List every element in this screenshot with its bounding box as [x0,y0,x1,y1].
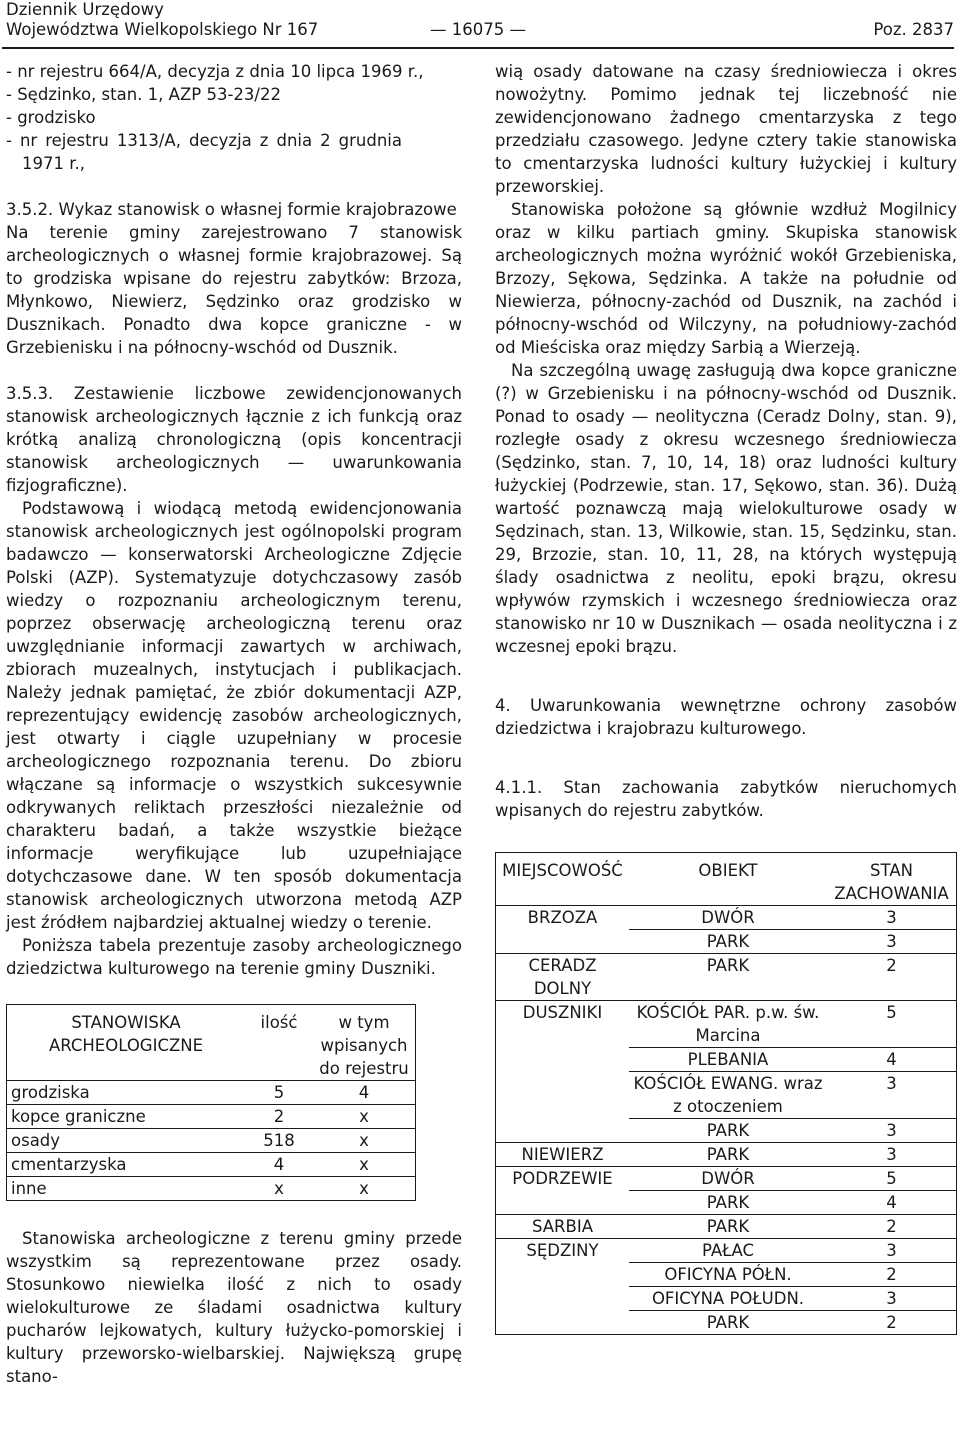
table-cell: 2 [245,1105,313,1129]
table-cell [496,1048,630,1072]
table-cell: DWÓR [629,1167,827,1191]
table-cell: 3 [827,1287,957,1311]
table-cell: x [313,1153,416,1177]
table-cell: x [313,1105,416,1129]
table-cell [496,1119,630,1143]
section-heading: 4.1.1. Stan zachowania zabytków nieruchomych wpisanych do rejestru zabytków. [495,778,957,820]
table-cell: 3 [827,906,957,930]
table-cell: inne [7,1177,246,1201]
table-cell: DWÓR [629,906,827,930]
table-row [496,1239,957,1263]
table-header-cell: OBIEKT [698,861,758,880]
table-cell: 2 [827,954,957,1001]
table-cell: kopce graniczne [7,1105,246,1129]
table-cell: 4 [313,1081,416,1105]
table-cell: PARK [629,954,827,1001]
table-cell: OFICYNA PÓŁN. [629,1263,827,1287]
table-cell: PARK [629,1143,827,1167]
table-row [496,930,957,954]
table-cell: 5 [245,1081,313,1105]
archaeological-sites-table [6,1004,416,1201]
page-header [6,0,954,44]
section-heading: 3.5.3. Zestawienie liczbowe zewidencjonowanych stanowisk archeologicznych łącznie z ich funkcją oraz krótką analizą chronologiczną (opis koncentracji stanowisk archeologicznych — uwarunkowania fizjograficzne). [6,384,462,495]
table-cell: 2 [827,1215,957,1239]
monuments-condition-table [495,852,957,1335]
table-header-cell: w tym wpisanych do rejestru [313,1005,416,1081]
table-header-row [7,1005,416,1081]
table-cell: 5 [827,1001,957,1048]
table-header-cell: MIEJSCOWOŚĆ [502,861,623,880]
table-cell [496,930,630,954]
table-cell: OFICYNA POŁUDN. [629,1287,827,1311]
table-cell: KOŚCIÓŁ EWANG. wraz z otoczeniem [629,1072,827,1119]
paragraph: Na szczególną uwagę zasługują dwa kopce graniczne (?) w Grzebienisku i na północny-wschód od Dusznik. Ponad to osady — neolityczna (Ceradz Dolny, stan. 9), rozległe osady z okresu wczesnego średniowiecza (Sędzinko, stan. 7, 10, 14, 18) oraz ludności kultury łużyckiej (Podrzewie, stan. 17, Sękowo, stan. 36). Dużą wartość poznawczą mają wielokulturowe osady w Sędzinach, stan. 13, Wilkowie, stan. 15, Sędzinku, stan. 29, Brzozie, stan. 10, 11, 28, na których występują ślady osadnictwa z neolitu, epoki brązu, okresu wpływów rzymskich i wczesnego średniowiecza oraz stanowisko nr 10 w Dusznikach — osada neolityczna i z wczesnej epoki brązu. [495,361,957,656]
table-row [7,1153,416,1177]
table-row [496,954,957,1001]
table-cell: 3 [827,1143,957,1167]
page-number: — 16075 — [430,20,526,39]
table-row [496,1143,957,1167]
list-item: - nr rejestru 664/A, decyzja z dnia 10 lipca 1969 r., [6,62,424,81]
journal-issue: Województwa Wielkopolskiego Nr 167 [6,20,319,39]
section-heading: 4. Uwarunkowania wewnętrzne ochrony zasobów dziedzictwa i krajobrazu kulturowego. [495,696,957,738]
list-item: - nr rejestru 1313/A, decyzja z dnia 2 grudnia 1971 r., [6,131,402,173]
table-row [7,1081,416,1105]
table-header-cell: STAN ZACHOWANIA [834,861,949,903]
table-row [496,1167,957,1191]
table-row [7,1129,416,1153]
table-row [496,1311,957,1335]
paragraph: Stanowiska położone są głównie wzdłuż Mogilnicy oraz w kilku partiach gminy. Skupiska stanowisk archeologicznych można wyróżnić wokół Grzebieniska, Brzozy, Sękowa, Sędzinka. A także na południe od Niewierza, północny-zachód od Dusznik, na zachód i północny-wschód od Wilczyny, na południowy-zachód od Mieściska oraz między Sarbią a Wierzeją. [495,200,957,357]
table-cell: BRZOZA [496,906,630,930]
table-cell [496,1191,630,1215]
table-row [496,1287,957,1311]
table-row [496,1263,957,1287]
table-cell: 518 [245,1129,313,1153]
table-row [496,1215,957,1239]
table-cell: DUSZNIKI [496,1001,630,1048]
table-row [496,906,957,930]
table-cell: 2 [827,1311,957,1335]
position-number: Poz. 2837 [873,20,954,39]
table-cell [496,1072,630,1119]
paragraph: wią osady datowane na czasy średniowiecza i okres nowożytny. Pomimo jednak tej liczebność nie zewidencjonowano żadnego cmentarzyska z tego przedziału czasowego. Jedyne cztery takie stanowiska to cmentarzyska ludności kultury łużyckiej i kultury przeworskiej. [495,62,957,196]
table-cell: 3 [827,1239,957,1263]
table-cell: PLEBANIA [629,1048,827,1072]
table-cell: PARK [629,1191,827,1215]
table-cell: PAŁAC [629,1239,827,1263]
journal-title: Dziennik Urzędowy [6,0,164,19]
table-cell: 3 [827,1072,957,1119]
table-cell: cmentarzyska [7,1153,246,1177]
table-header-cell: ilość [245,1005,313,1081]
table-row [7,1177,416,1201]
table-row [496,1191,957,1215]
table-cell: 5 [827,1167,957,1191]
table-cell: 2 [827,1263,957,1287]
list-item: - grodzisko [6,108,96,127]
table-cell [496,1287,630,1311]
table-cell: SARBIA [496,1215,630,1239]
table-cell [496,1263,630,1287]
table-cell: CERADZ DOLNY [496,954,630,1001]
table-cell: 3 [827,930,957,954]
paragraph: Poniższa tabela prezentuje zasoby archeologicznego dziedzictwa kulturowego na terenie gminy Duszniki. [6,936,462,978]
table-cell: PODRZEWIE [496,1167,630,1191]
table-cell [496,1311,630,1335]
table-header-row [496,853,957,906]
table-cell: x [313,1177,416,1201]
table-cell: PARK [629,1215,827,1239]
table-cell: x [313,1129,416,1153]
table-cell: KOŚCIÓŁ PAR. p.w. św. Marcina [629,1001,827,1048]
table-cell: 4 [827,1048,957,1072]
table-cell: SĘDZINY [496,1239,630,1263]
paragraph: Stanowiska archeologiczne z terenu gminy przede wszystkim są reprezentowane przez osady. Stosunkowo niewielka ilość z nich to osady wielokulturowe ze śladami osadnictwa kultury pucharów lejkowatych, kultury łużycko-pomorskiej i kultury przeworsko-wielbarskiej. Największą grupę stano- [6,1229,462,1386]
section-heading: 3.5.2. Wykaz stanowisk o własnej formie krajobrazowe [6,200,457,219]
table-cell: PARK [629,930,827,954]
table-cell: 4 [245,1153,313,1177]
table-cell: grodziska [7,1081,246,1105]
table-row [496,1001,957,1048]
table-cell: x [245,1177,313,1201]
table-row [496,1072,957,1119]
table-cell: PARK [629,1119,827,1143]
paragraph: Podstawową i wiodącą metodą ewidencjonowania stanowisk archeologicznych jest ogólnopolski program badawczo — konserwatorski Archeologiczne Zdjęcie Polski (AZP). Systematyzuje dotychczasowy zasób wiedzy o rozpoznaniu archeologicznym terenu, poprzez obserwację archeologiczną terenu oraz uwzględnianie informacji zawartych w archiwach, zbiorach muzealnych, instytucjach i publikacjach. Należy jednak pamiętać, że zbiór dokumentacji AZP, reprezentujący ewidencję zasobów archeologicznych, jest otwarty i ciągle uzupełniany w procesie archeologicznego rozpoznania terenu. Do zbioru włączane są informacje o wszystkich sukcesywnie odkrywanych reliktach przeszłości niezależnie od charakteru badań, a także wszystkie bieżące informacje weryfikujące lub uzupełniające dotychczasowe dane. W ten sposób dokumentacja stanowisk archeologicznych utworzona metodą AZP jest źródłem najbardziej aktualnej wiedzy o terenie. [6,499,462,932]
table-cell: 3 [827,1119,957,1143]
table-row [496,1048,957,1072]
table-cell: osady [7,1129,246,1153]
table-cell: NIEWIERZ [496,1143,630,1167]
right-column [495,60,957,1335]
table-row [496,1119,957,1143]
table-cell: PARK [629,1311,827,1335]
table-cell: 4 [827,1191,957,1215]
left-column [6,60,462,1388]
header-rule [2,47,954,49]
list-item: - Sędzinko, stan. 1, AZP 53-23/22 [6,85,281,104]
table-header-cell: STANOWISKA ARCHEOLOGICZNE [7,1005,246,1081]
paragraph: Na terenie gminy zarejestrowano 7 stanowisk archeologicznych o własnej formie krajobrazowej. Są to grodziska wpisane do rejestru zabytków: Brzoza, Młynkowo, Niewierz, Sędzinko oraz grodzisko w Dusznikach. Ponadto dwa kopce graniczne - w Grzebienisku i na północny-wschód od Dusznik. [6,223,462,357]
table-row [7,1105,416,1129]
